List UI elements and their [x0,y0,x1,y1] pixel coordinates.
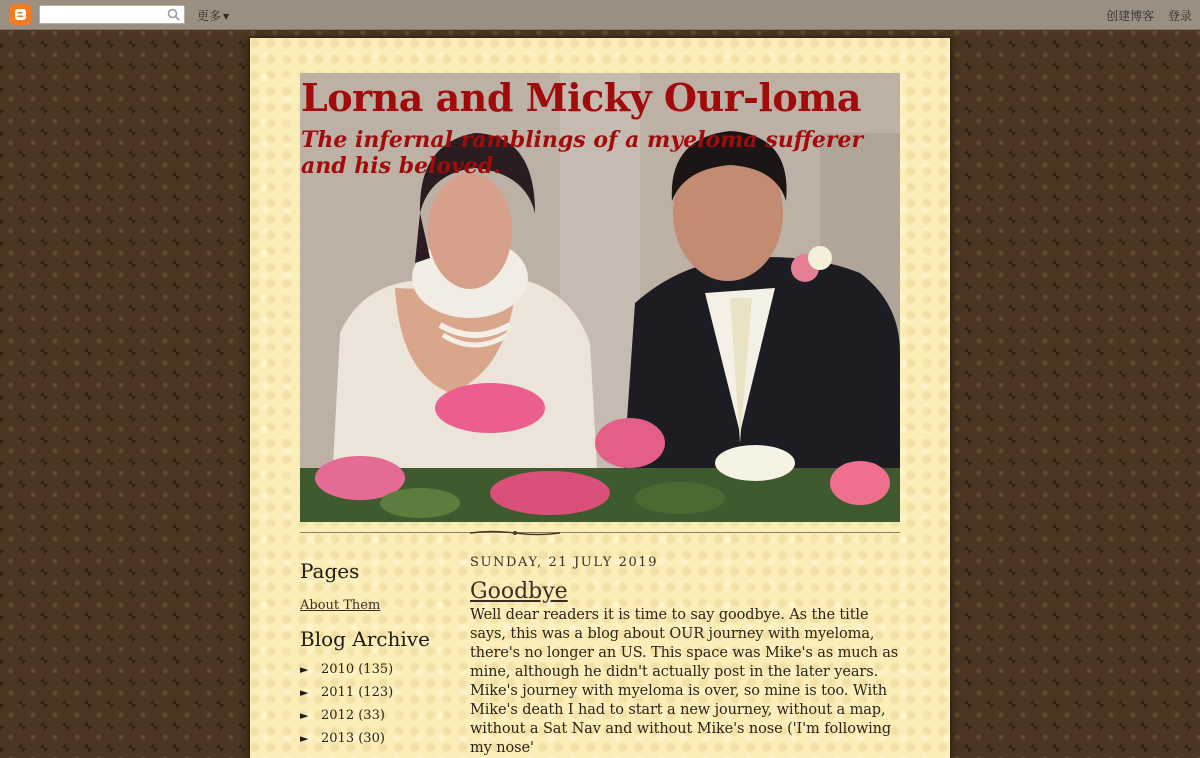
archive-item-2013 [300,729,450,752]
triangle-right-icon[interactable]: ► [300,663,309,676]
login-link[interactable]: 登录 [1167,9,1192,23]
blog-outer-wrapper [250,38,950,758]
blog-header [300,73,900,522]
post-title [470,578,902,606]
post-body: Well dear readers it is time to say goodbye. As the title says, this was a blog about OUR journey with myeloma, there's no longer an US. This space was Mike's as much as mine, although he didn't actually post in the later years. Mike's journey with myeloma is over, so mine is too. With Mike's death I had to start a new journey, without a map, without a Sat Nav and without Mike's nose ('I'm following my nose' [470,607,899,756]
archive-list [300,660,450,752]
search-input[interactable] [42,7,162,22]
archive-count: (30) [358,731,385,746]
sidebar [300,558,450,752]
archive-count: (135) [358,662,394,677]
divider-line [300,532,900,533]
archive-year-link[interactable]: 2010 [321,662,355,677]
more-label: 更多 [197,9,222,23]
ornament-icon [470,530,560,536]
navbar-right-links [1096,7,1192,24]
blog-title[interactable]: Lorna and Micky Our-loma [301,75,862,120]
archive-year-link[interactable]: 2012 [321,708,355,723]
create-blog-link[interactable]: 创建博客 [1106,9,1155,23]
caret-down-icon: ▼ [223,12,230,21]
archive-year-link[interactable]: 2013 [321,731,355,746]
more-menu[interactable] [197,7,229,24]
navbar-search-box[interactable] [39,5,185,24]
blogger-navbar [0,0,1200,30]
triangle-right-icon[interactable]: ► [300,732,309,745]
archive-item-2011 [300,683,450,706]
header-divider [300,531,900,534]
triangle-right-icon[interactable]: ► [300,709,309,722]
archive-year-link[interactable]: 2011 [321,685,355,700]
blog-archive-heading: Blog Archive [300,627,430,651]
main-column [470,552,902,758]
archive-count: (33) [358,708,385,723]
blogger-logo-icon[interactable] [10,4,31,25]
page-link-about-them[interactable]: About Them [300,598,381,613]
archive-item-2010 [300,660,450,683]
archive-count: (123) [358,685,394,700]
triangle-right-icon[interactable]: ► [300,686,309,699]
blog-description: The infernal ramblings of a myeloma sufferer and his beloved. [301,127,864,179]
search-icon[interactable] [167,8,180,21]
post-date-header: SUNDAY, 21 JULY 2019 [470,555,659,570]
post-title-link[interactable]: Goodbye [470,579,568,604]
pages-heading: Pages [300,559,360,583]
archive-item-2012 [300,706,450,729]
